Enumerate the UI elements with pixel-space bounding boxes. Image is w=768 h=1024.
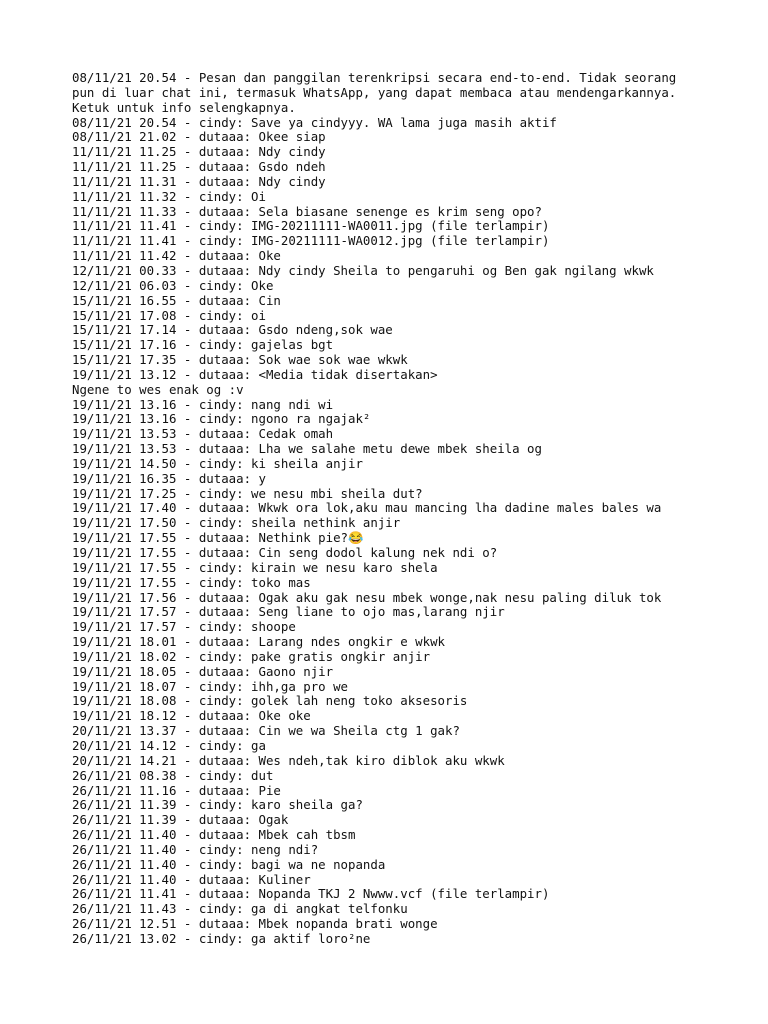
transcript-line: 26/11/21 11.39 - dutaaa: Ogak xyxy=(72,812,289,828)
transcript-line: 19/11/21 13.53 - dutaaa: Lha we salahe metu dewe mbek sheila og xyxy=(72,441,542,457)
transcript-line: 08/11/21 20.54 - Pesan dan panggilan terenkripsi secara end-to-end. Tidak seorang xyxy=(72,70,677,85)
transcript-line: 19/11/21 17.50 - cindy: sheila nethink anjir xyxy=(72,515,401,531)
transcript-line: 26/11/21 11.40 - dutaaa: Kuliner xyxy=(72,871,311,887)
transcript-line: 11/11/21 11.25 - dutaaa: Ndy cindy xyxy=(72,144,326,160)
transcript-line: 08/11/21 20.54 - cindy: Save ya cindyyy. WA lama juga masih aktif xyxy=(72,114,557,130)
transcript-line: 11/11/21 11.25 - dutaaa: Gsdo ndeh xyxy=(72,159,326,175)
transcript-line: 11/11/21 11.41 - cindy: IMG-20211111-WA0012.jpg (file terlampir) xyxy=(72,233,550,249)
transcript-line: 26/11/21 11.40 - cindy: neng ndi? xyxy=(72,841,319,857)
transcript-line: 15/11/21 17.35 - dutaaa: Sok wae sok wae wkwk xyxy=(72,352,408,368)
transcript-line: 19/11/21 18.12 - dutaaa: Oke oke xyxy=(72,708,311,724)
transcript-line: 19/11/21 17.55 - dutaaa: Cin seng dodol kalung nek ndi o? xyxy=(72,545,498,560)
transcript-line: 26/11/21 11.16 - dutaaa: Pie xyxy=(72,782,281,798)
transcript-line: 19/11/21 17.57 - cindy: shoope xyxy=(72,619,296,635)
transcript-line: 19/11/21 13.12 - dutaaa: <Media tidak disertakan> xyxy=(72,366,438,382)
transcript-line: 19/11/21 18.07 - cindy: ihh,ga pro we xyxy=(72,678,349,694)
transcript-line: 11/11/21 11.41 - cindy: IMG-20211111-WA0011.jpg (file terlampir) xyxy=(72,218,550,234)
transcript-line: 19/11/21 13.16 - cindy: nang ndi wi xyxy=(72,396,334,412)
transcript-line: 20/11/21 14.21 - dutaaa: Wes ndeh,tak kiro diblok aku wkwk xyxy=(72,752,505,768)
transcript-line: Ketuk untuk info selengkapnya. xyxy=(72,99,296,115)
transcript-line: pun di luar chat ini, termasuk WhatsApp, yang dapat membaca atau mendengarkannya. xyxy=(72,84,677,100)
transcript-line: 19/11/21 17.40 - dutaaa: Wkwk ora lok,aku mau mancing lha dadine males bales wa xyxy=(72,500,662,516)
transcript-line: 19/11/21 18.08 - cindy: golek lah neng toko aksesoris xyxy=(72,693,468,709)
chat-transcript xyxy=(72,71,752,947)
transcript-line: 26/11/21 11.40 - cindy: bagi wa ne nopanda xyxy=(72,856,386,872)
transcript-line: 19/11/21 17.25 - cindy: we nesu mbi sheila dut? xyxy=(72,485,423,501)
transcript-line: 19/11/21 14.50 - cindy: ki sheila anjir xyxy=(72,455,363,471)
transcript-line: 11/11/21 11.32 - cindy: Oi xyxy=(72,188,266,204)
transcript-line: 11/11/21 11.42 - dutaaa: Oke xyxy=(72,248,281,264)
transcript-line: 20/11/21 13.37 - dutaaa: Cin we wa Sheila ctg 1 gak? xyxy=(72,723,460,739)
transcript-line: Ngene to wes enak og :v xyxy=(72,381,244,397)
transcript-line: 19/11/21 17.55 - dutaaa: Nethink pie?😂 xyxy=(72,530,364,546)
transcript-line: 11/11/21 11.33 - dutaaa: Sela biasane senenge es krim seng opo? xyxy=(72,203,542,219)
transcript-line: 26/11/21 11.41 - dutaaa: Nopanda TKJ 2 Nwww.vcf (file terlampir) xyxy=(72,886,550,902)
transcript-line: 26/11/21 12.51 - dutaaa: Mbek nopanda brati wonge xyxy=(72,916,438,932)
transcript-line: 11/11/21 11.31 - dutaaa: Ndy cindy xyxy=(72,173,326,189)
transcript-line: 15/11/21 17.14 - dutaaa: Gsdo ndeng,sok wae xyxy=(72,322,393,338)
transcript-line: 12/11/21 06.03 - cindy: Oke xyxy=(72,277,274,293)
transcript-line: 19/11/21 13.16 - cindy: ngono ra ngajak² xyxy=(72,411,371,427)
transcript-line: 19/11/21 17.56 - dutaaa: Ogak aku gak nesu mbek wonge,nak nesu paling diluk tok xyxy=(72,589,662,605)
transcript-line: 19/11/21 18.02 - cindy: pake gratis ongkir anjir xyxy=(72,648,431,664)
transcript-line: 19/11/21 17.55 - cindy: kirain we nesu karo shela xyxy=(72,559,438,575)
transcript-line: 20/11/21 14.12 - cindy: ga xyxy=(72,737,266,753)
transcript-line: 26/11/21 11.43 - cindy: ga di angkat telfonku xyxy=(72,901,408,917)
transcript-line: 15/11/21 16.55 - dutaaa: Cin xyxy=(72,292,281,308)
transcript-line: 19/11/21 18.05 - dutaaa: Gaono njir xyxy=(72,663,334,679)
transcript-line: 12/11/21 00.33 - dutaaa: Ndy cindy Sheila to pengaruhi og Ben gak ngilang wkwk xyxy=(72,262,654,278)
transcript-line: 26/11/21 08.38 - cindy: dut xyxy=(72,767,274,783)
transcript-line: 19/11/21 13.53 - dutaaa: Cedak omah xyxy=(72,426,334,442)
transcript-line: 19/11/21 18.01 - dutaaa: Larang ndes ongkir e wkwk xyxy=(72,634,445,650)
transcript-line: 26/11/21 13.02 - cindy: ga aktif loro²ne xyxy=(72,930,371,946)
transcript-line: 19/11/21 17.57 - dutaaa: Seng liane to ojo mas,larang njir xyxy=(72,604,505,620)
transcript-line: 26/11/21 11.39 - cindy: karo sheila ga? xyxy=(72,797,363,813)
transcript-line: 15/11/21 17.16 - cindy: gajelas bgt xyxy=(72,337,334,353)
transcript-line: 08/11/21 21.02 - dutaaa: Okee siap xyxy=(72,129,326,145)
transcript-line: 15/11/21 17.08 - cindy: oi xyxy=(72,307,266,323)
transcript-line: 19/11/21 17.55 - cindy: toko mas xyxy=(72,574,311,590)
transcript-line: 19/11/21 16.35 - dutaaa: y xyxy=(72,470,266,486)
transcript-line: 26/11/21 11.40 - dutaaa: Mbek cah tbsm xyxy=(72,827,356,843)
